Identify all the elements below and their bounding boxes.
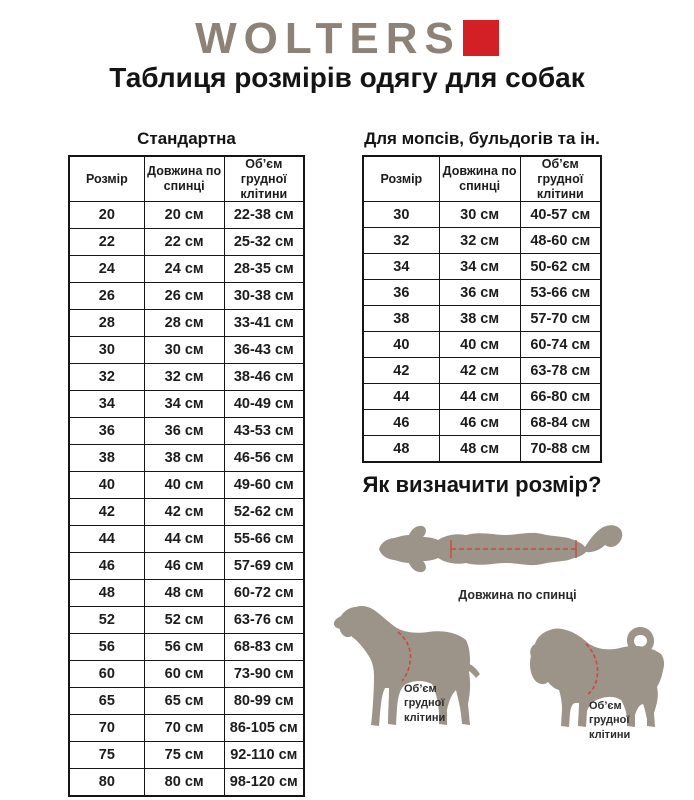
table-cell: 30: [363, 202, 439, 228]
table-cell: 48 см: [144, 580, 224, 607]
table-cell: 36: [69, 418, 144, 445]
table-cell: 48-60 см: [520, 228, 601, 254]
chest-label-line: грудної: [589, 714, 630, 727]
table-row: [69, 661, 304, 688]
table-header-row: [363, 156, 601, 202]
table-row: [69, 499, 304, 526]
standard-size-table: [68, 155, 305, 797]
table-cell: 38 см: [439, 306, 520, 332]
bulldog-curled-tail: [627, 627, 654, 654]
table-cell: 46: [69, 553, 144, 580]
table-cell: 26 см: [144, 283, 224, 310]
table-cell: 38: [69, 445, 144, 472]
table-cell: 30 см: [144, 337, 224, 364]
table-cell: 60 см: [144, 661, 224, 688]
table-cell: 28-35 см: [224, 256, 304, 283]
brand-logo: [0, 14, 694, 64]
table-cell: 80 см: [144, 769, 224, 797]
table-cell: 46: [363, 410, 439, 436]
table-row: [69, 256, 304, 283]
table-cell: 44 см: [144, 526, 224, 553]
table-cell: 92-110 см: [224, 742, 304, 769]
table-cell: 60: [69, 661, 144, 688]
table-cell: 43-53 см: [224, 418, 304, 445]
table-cell: 63-78 см: [520, 358, 601, 384]
table-cell: 40-57 см: [520, 202, 601, 228]
table-cell: 36: [363, 280, 439, 306]
table-row: [69, 445, 304, 472]
table-cell: 40 см: [439, 332, 520, 358]
header-size: Розмір: [363, 156, 439, 202]
table-cell: 73-90 см: [224, 661, 304, 688]
table-cell: 24: [69, 256, 144, 283]
pugs-size-table: [362, 155, 602, 463]
table-row: [363, 436, 601, 463]
table-row: [69, 688, 304, 715]
table-cell: 52: [69, 607, 144, 634]
table-cell: 33-41 см: [224, 310, 304, 337]
pugs-table-body: [363, 202, 601, 463]
table-cell: 70: [69, 715, 144, 742]
table-cell: 36 см: [439, 280, 520, 306]
table-cell: 56 см: [144, 634, 224, 661]
table-row: [69, 472, 304, 499]
header-back-length: Довжина по спинці: [144, 156, 224, 202]
table-cell: 75: [69, 742, 144, 769]
table-cell: 22 см: [144, 229, 224, 256]
table-cell: 49-60 см: [224, 472, 304, 499]
chest-label-line: грудної: [404, 697, 445, 710]
table-cell: 68-83 см: [224, 634, 304, 661]
table-row: [363, 384, 601, 410]
table-row: [69, 715, 304, 742]
table-row: [363, 228, 601, 254]
table-cell: 42: [69, 499, 144, 526]
table-cell: 36 см: [144, 418, 224, 445]
table-cell: 32: [69, 364, 144, 391]
table-cell: 40 см: [144, 472, 224, 499]
table-row: [69, 607, 304, 634]
table-cell: 28 см: [144, 310, 224, 337]
table-cell: 80: [69, 769, 144, 797]
table-row: [363, 254, 601, 280]
table-cell: 57-70 см: [520, 306, 601, 332]
table-cell: 34 см: [439, 254, 520, 280]
table-cell: 56: [69, 634, 144, 661]
table-row: [69, 364, 304, 391]
table-cell: 46 см: [439, 410, 520, 436]
page-title: Таблиця розмірів одягу для собак: [109, 62, 585, 93]
table-cell: 20: [69, 202, 144, 229]
table-cell: 66-80 см: [520, 384, 601, 410]
chest-label-line: клітини: [589, 728, 631, 741]
table-row: [363, 358, 601, 384]
size-guide-title: Як визначити розмір?: [362, 472, 602, 497]
chest-label-line: Об’єм: [589, 700, 622, 712]
table-row: [69, 310, 304, 337]
table-cell: 70-88 см: [520, 436, 601, 463]
table-cell: 46 см: [144, 553, 224, 580]
table-cell: 65: [69, 688, 144, 715]
table-row: [363, 280, 601, 306]
table-cell: 20 см: [144, 202, 224, 229]
pugs-table-title: Для мопсів, бульдогів та ін.: [364, 129, 600, 148]
table-cell: 68-84 см: [520, 410, 601, 436]
table-row: [69, 283, 304, 310]
table-cell: 38: [363, 306, 439, 332]
table-cell: 48 см: [439, 436, 520, 463]
table-cell: 42 см: [439, 358, 520, 384]
table-cell: 86-105 см: [224, 715, 304, 742]
table-cell: 42: [363, 358, 439, 384]
table-header-row: [69, 156, 304, 202]
table-cell: 25-32 см: [224, 229, 304, 256]
table-cell: 52 см: [144, 607, 224, 634]
table-cell: 40: [69, 472, 144, 499]
table-cell: 40: [363, 332, 439, 358]
table-cell: 22-38 см: [224, 202, 304, 229]
table-cell: 22: [69, 229, 144, 256]
table-cell: 32: [363, 228, 439, 254]
table-row: [69, 337, 304, 364]
table-cell: 65 см: [144, 688, 224, 715]
table-cell: 32 см: [144, 364, 224, 391]
table-cell: 34: [69, 391, 144, 418]
table-row: [69, 580, 304, 607]
table-cell: 30: [69, 337, 144, 364]
chest-girth-label: [589, 699, 630, 742]
table-cell: 38 см: [144, 445, 224, 472]
table-row: [363, 410, 601, 436]
table-cell: 98-120 см: [224, 769, 304, 797]
table-cell: 55-66 см: [224, 526, 304, 553]
table-cell: 44: [69, 526, 144, 553]
table-cell: 36-43 см: [224, 337, 304, 364]
table-cell: 44 см: [439, 384, 520, 410]
table-cell: 30 см: [439, 202, 520, 228]
header-chest-girth: Об’єм грудної клітини: [224, 156, 304, 202]
table-row: [363, 202, 601, 228]
table-cell: 34 см: [144, 391, 224, 418]
standard-table-title: Стандартна: [137, 129, 236, 148]
table-cell: 80-99 см: [224, 688, 304, 715]
header-chest-girth: Об’єм грудної клітини: [520, 156, 601, 202]
brand-logo-square-icon: [463, 20, 499, 56]
table-row: [69, 634, 304, 661]
dog-side-body: [334, 606, 470, 726]
table-cell: 40-49 см: [224, 391, 304, 418]
table-row: [69, 202, 304, 229]
table-row: [69, 553, 304, 580]
table-row: [69, 769, 304, 797]
table-row: [69, 391, 304, 418]
dog-top-view-silhouette: [376, 512, 628, 586]
table-cell: 70 см: [144, 715, 224, 742]
table-cell: 30-38 см: [224, 283, 304, 310]
table-cell: 63-76 см: [224, 607, 304, 634]
table-cell: 48: [69, 580, 144, 607]
table-cell: 60-72 см: [224, 580, 304, 607]
table-cell: 52-62 см: [224, 499, 304, 526]
table-cell: 57-69 см: [224, 553, 304, 580]
table-cell: 38-46 см: [224, 364, 304, 391]
header-size: Розмір: [69, 156, 144, 202]
table-cell: 32 см: [439, 228, 520, 254]
table-cell: 42 см: [144, 499, 224, 526]
table-cell: 24 см: [144, 256, 224, 283]
table-row: [69, 418, 304, 445]
chest-label-line: клітини: [404, 711, 446, 724]
header-back-length: Довжина по спинці: [439, 156, 520, 202]
table-cell: 46-56 см: [224, 445, 304, 472]
table-cell: 26: [69, 283, 144, 310]
table-cell: 53-66 см: [520, 280, 601, 306]
chest-label-line: Об’єм: [404, 683, 437, 695]
brand-logo-text: WOLTERS: [195, 14, 461, 63]
table-cell: 50-62 см: [520, 254, 601, 280]
back-length-label: Довжина по спинці: [458, 588, 577, 602]
table-cell: 28: [69, 310, 144, 337]
table-cell: 60-74 см: [520, 332, 601, 358]
table-cell: 44: [363, 384, 439, 410]
table-row: [363, 306, 601, 332]
table-row: [69, 229, 304, 256]
table-row: [69, 742, 304, 769]
chest-girth-label: [404, 682, 445, 725]
table-row: [69, 526, 304, 553]
table-cell: 48: [363, 436, 439, 463]
table-row: [363, 332, 601, 358]
standard-table-body: [69, 202, 304, 797]
table-cell: 75 см: [144, 742, 224, 769]
table-cell: 34: [363, 254, 439, 280]
